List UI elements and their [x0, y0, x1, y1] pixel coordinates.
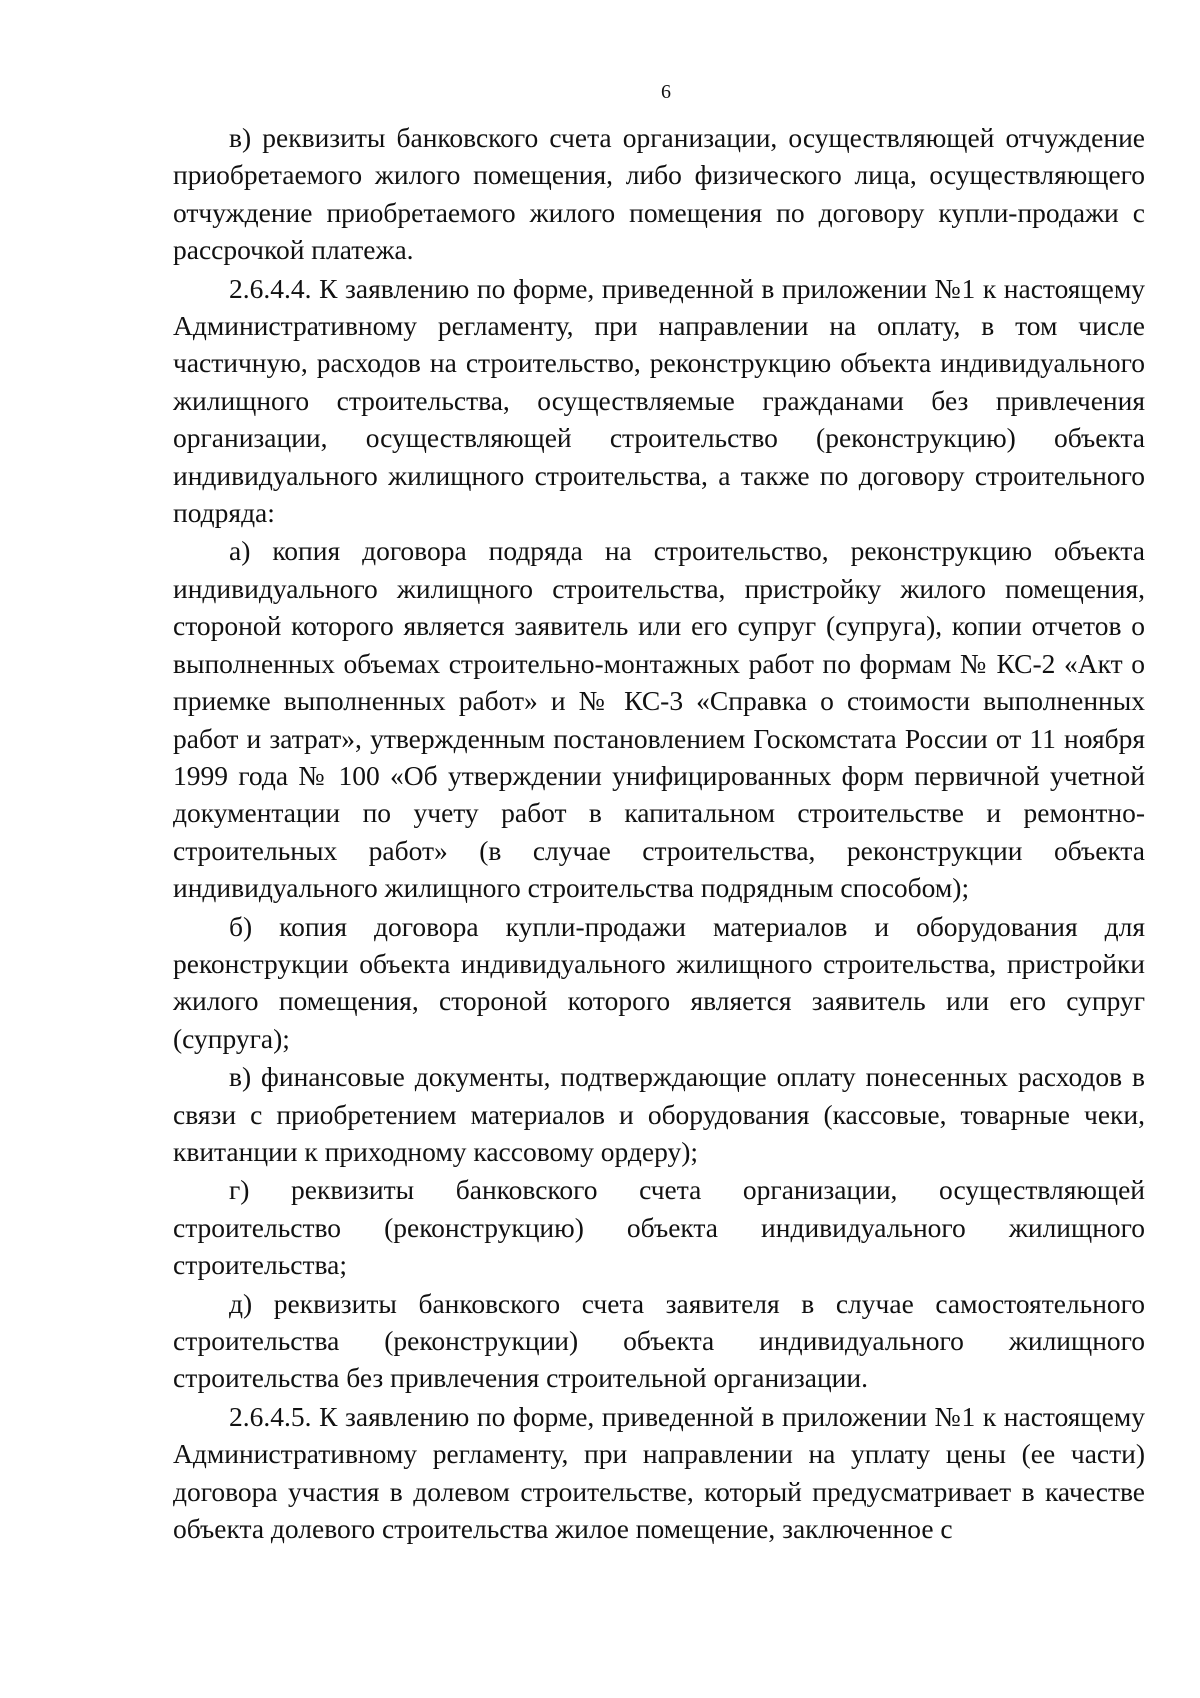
paragraph-b-materials-contract: б) копия договора купли-продажи материалов и оборудования для реконструкции объекта индивидуального жилищного строительства, пристройки жилого помещения, стороной которого является заявитель или его супруг (супруга);	[173, 910, 1145, 1054]
paragraph-v-bank-details-seller: в) реквизиты банковского счета организации, осуществляющей отчуждение приобретаемого жилого помещения, либо физического лица, осуществляющего отчуждение приобретаемого жилого помещения по договору купли-продажи с рассрочкой платежа.	[173, 122, 1145, 266]
paragraph-v-financial-documents: в) финансовые документы, подтверждающие оплату понесенных расходов в связи с приобретением материалов и оборудования (кассовые, товарные чеки, квитанции к приходному кассовому ордеру);	[173, 1061, 1145, 1167]
paragraph-a-contract-copy: а) копия договора подряда на строительство, реконструкцию объекта индивидуального жилищного строительства, пристройку жилого помещения, стороной которого является заявитель или его супруг (супруга), копии отчетов о выполненных объемах строительно-монтажных работ по формам № КС-2 «Акт о приемке выполненных работ» и № КС-3 «Справка о стоимости выполненных работ и затрат», утвержденным постановлением Госкомстата России от 11 ноября 1999 года № 100 «Об утверждении унифицированных форм первичной учетной документации по учету работ в капитальном строительстве и ремонтно-строительных работ» (в случае строительства, реконструкции объекта индивидуального жилищного строительства подрядным способом);	[173, 535, 1145, 904]
paragraph-2-6-4-5: 2.6.4.5. К заявлению по форме, приведенной в приложении №1 к настоящему Административному регламенту, при направлении на уплату цены (ее части) договора участия в долевом строительстве, который предусматривает в качестве объекта долевого строительства жилое помещение, заключенное с	[173, 1400, 1145, 1545]
page-number: 6	[661, 81, 671, 103]
paragraph-d-bank-details-applicant: д) реквизиты банковского счета заявителя в случае самостоятельного строительства (реконструкции) объекта индивидуального жилищного строительства без привлечения строительной организации.	[173, 1287, 1145, 1394]
paragraph-2-6-4-4: 2.6.4.4. К заявлению по форме, приведенной в приложении №1 к настоящему Административному регламенту, при направлении на оплату, в том числе частичную, расходов на строительство, реконструкцию объекта индивидуального жилищного строительства, осуществляемые гражданами без привлечения организации, осуществляющей строительство (реконструкцию) объекта индивидуального жилищного строительства, а также по договору строительного подряда:	[173, 272, 1145, 529]
paragraph-g-bank-details-builder: г) реквизиты банковского счета организации, осуществляющей строительство (реконструкцию) объекта индивидуального жилищного строительства;	[173, 1174, 1145, 1281]
document-body	[173, 119, 1145, 1548]
